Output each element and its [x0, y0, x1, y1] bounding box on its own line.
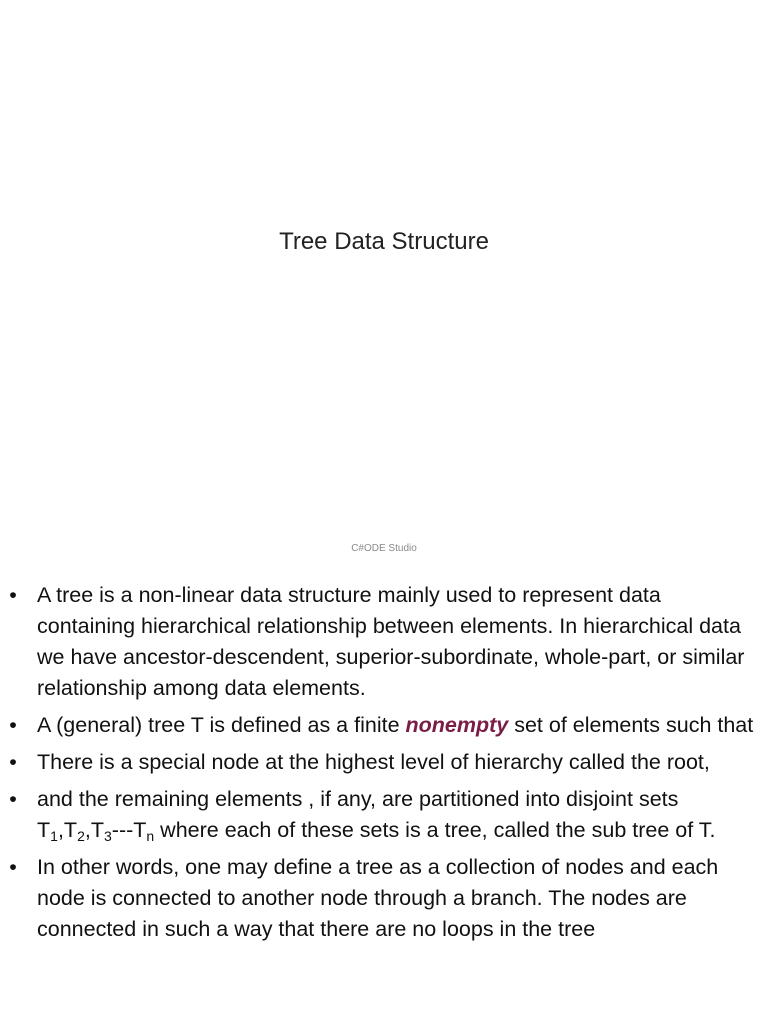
bullet-marker: •	[9, 855, 17, 879]
bullet-text-before: and the remaining elements , if any, are partitioned into disjoint sets	[37, 787, 679, 811]
set-separator: ,	[84, 818, 91, 842]
set-t3-base: T	[90, 818, 104, 842]
set-t1-subscript: 1	[50, 828, 58, 844]
bullet-marker: •	[9, 713, 17, 737]
bullet-item-collection-of-nodes	[0, 852, 768, 945]
set-separator: ,	[57, 818, 64, 842]
set-tn-base: T	[133, 818, 147, 842]
set-separator: ---	[111, 818, 134, 842]
bullet-list	[0, 580, 768, 951]
bullet-item-definition	[0, 580, 768, 704]
bullet-text: A tree is a non-linear data structure mainly used to represent data containing hierarchical relationship between elements. In hierarchical data we have ancestor-descendent, superior-subordinate, whole-part, or similar relationship among data elements.	[37, 583, 745, 700]
bullet-text-after: where each of these sets is a tree, called the sub tree of T.	[154, 818, 716, 842]
bullet-item-root	[0, 747, 768, 778]
set-t1-base: T	[37, 818, 51, 842]
bullet-marker: •	[9, 583, 17, 607]
set-tn-subscript: n	[146, 828, 155, 844]
bullet-text-after: set of elements such that	[508, 713, 754, 737]
set-t2-subscript: 2	[77, 828, 85, 844]
bullet-marker: •	[9, 787, 17, 811]
bullet-item-subtrees	[0, 784, 768, 846]
bullet-marker: •	[9, 750, 17, 774]
set-t3-subscript: 3	[103, 828, 112, 844]
bullet-text: There is a special node at the highest level of hierarchy called the root,	[37, 750, 710, 774]
slide-title: Tree Data Structure	[279, 228, 489, 255]
set-t2-base: T	[63, 818, 78, 842]
bullet-text: In other words, one may define a tree as a collection of nodes and each node is connected to another node through a branch. The nodes are connected in such a way that there are no loops in the tree	[37, 855, 719, 941]
emphasis-nonempty: nonempty	[405, 713, 509, 737]
bullet-item-general-tree	[0, 710, 768, 741]
bullet-text-before: A (general) tree T is defined as a finite	[37, 713, 406, 737]
slide-footer: C#ODE Studio	[351, 543, 417, 554]
